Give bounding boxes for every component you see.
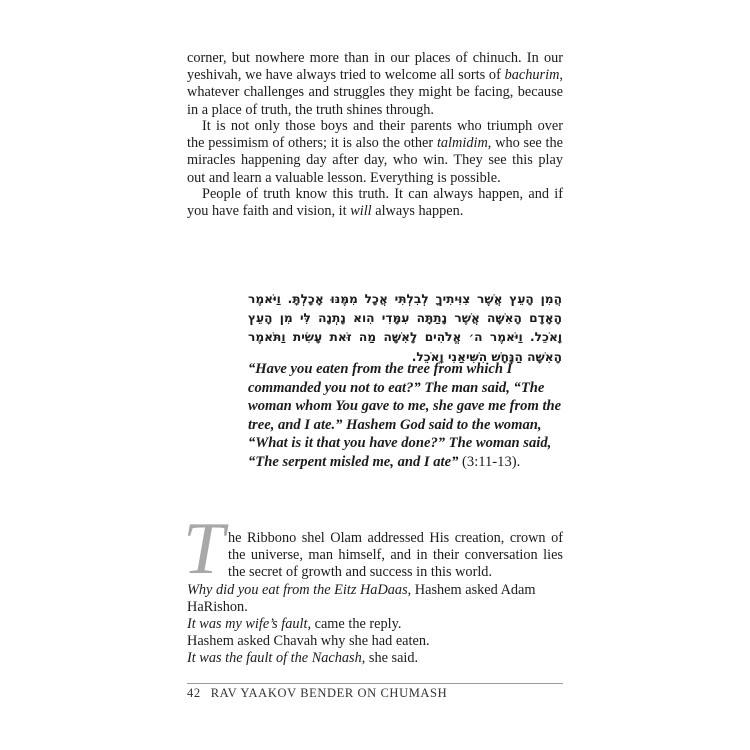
line-nachash [187, 650, 563, 667]
text-run: , she said. [361, 650, 419, 666]
text-run: It is not only those boys and their parents who triumph over the pessimism of others; it is also the other [187, 118, 563, 152]
line-wife-fault [187, 616, 563, 633]
text-run: , who see the miracles happening day after day, who win. They see this play out and learn a valuable lesson. Everything is possible. [187, 135, 564, 186]
drop-cap: T [183, 508, 225, 590]
verse-translation [248, 360, 562, 472]
paragraph-truth [187, 186, 563, 220]
running-title: RAV YAAKOV BENDER ON CHUMASH [210, 686, 448, 700]
italic-reply: It was the fault of the Nachash [187, 650, 362, 666]
translation-text: “Have you eaten from the tree from which I commanded you not to eat?” The man said, “The woman whom You gave to me, she gave me from the tree, and I ate.” Hashem God said to the woman, “What is it that you have done?” The woman said, “The serpent misled me, and I ate” [248, 361, 562, 470]
page-footer [187, 686, 447, 701]
text-run: always happen. [371, 203, 464, 220]
hebrew-verse: הֲמִן הָעֵץ אֲשֶׁר צִוִּיתִיךָ לְבִלְתִּי אֲכָל מִמֶּנּוּ אָכָלְתָּ. וַיֹּאמֶר הָאָדָם הָאִשָּׁה אֲשֶׁר נָתַתָּה עִמָּדִי הִוא נָתְנָה לִּי מִן הָעֵץ וָאֹכֵל. וַיֹּאמֶר ה׳ אֱלֹהִים לָאִשָּׁה מַה זֹּאת עָשִׂית וַתֹּאמֶר הָאִשָּׁה הַנָּחָשׁ הִשִּׁיאַנִי וָאֹכֵל. [248, 292, 562, 364]
line-chavah [187, 633, 563, 650]
verse-citation: (3:11-13). [458, 453, 521, 470]
italic-emphasis: will [350, 203, 372, 220]
text-run: , Hashem asked Adam HaRishon. [187, 582, 536, 616]
paragraph-talmidim [187, 118, 563, 187]
italic-term: talmidim [436, 135, 488, 152]
line-eitz-hadaas [187, 582, 563, 616]
text-run: corner, but nowhere more than in our places of chinuch. In our yeshivah, we have always tried to welcome all sorts of [187, 50, 563, 84]
text-run: People of truth know this truth. It can always happen, and if you have faith and vision, it [187, 186, 563, 220]
italic-question: Why did you eat from the Eitz HaDaas [187, 582, 408, 598]
paragraph-chinuch [187, 50, 563, 119]
text-run: , whatever challenges and struggles they might be facing, because in a place of truth, the truth shines through. [187, 67, 563, 118]
text-run: Hashem asked Chavah why she had eaten. [187, 633, 430, 649]
text-run: came the reply. [311, 616, 402, 632]
italic-reply: It was my wife’s fault, [187, 616, 312, 632]
italic-term: bachurim [504, 67, 560, 84]
page-number: 42 [187, 686, 201, 700]
footer-rule [187, 683, 563, 684]
paragraph-opening: he Ribbono shel Olam addressed His creation, crown of the universe, man himself, and in their conversation lies the secret of growth and success in this world. [228, 530, 563, 581]
